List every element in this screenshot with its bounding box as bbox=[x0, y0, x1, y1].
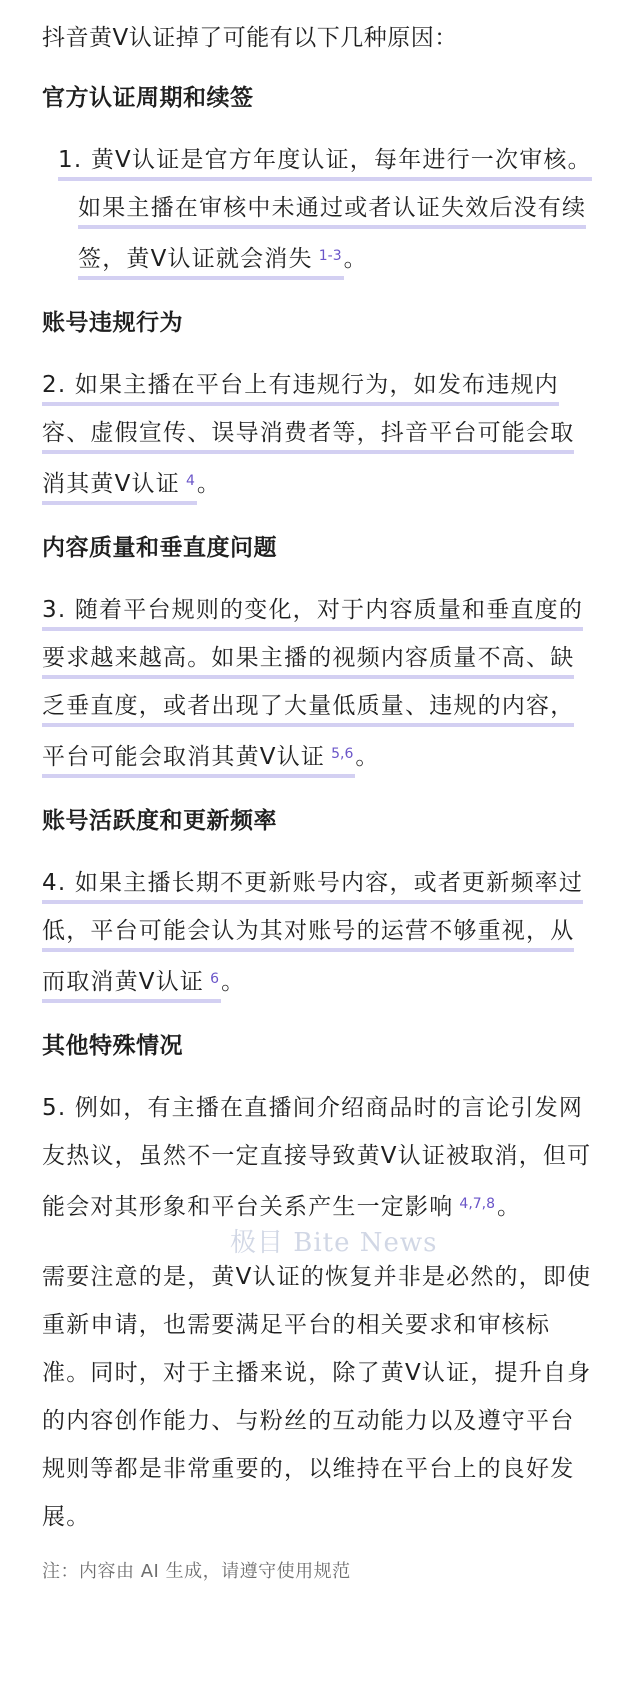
intro-text: 抖音黄V认证掉了可能有以下几种原因： bbox=[42, 25, 458, 51]
paragraph-text: 1. 黄V认证是官方年度认证，每年进行一次审核。如果主播在审核中未通过或者认证失效后没有续签，黄V认证就会消失 bbox=[58, 147, 592, 272]
section-activity bbox=[42, 803, 598, 1006]
citation-link[interactable]: 6 bbox=[210, 971, 220, 987]
section-paragraph bbox=[42, 1084, 598, 1231]
section-heading: 内容质量和垂直度问题 bbox=[42, 535, 277, 561]
paragraph-end: 。 bbox=[196, 471, 222, 497]
paragraph-end: 。 bbox=[497, 1194, 522, 1220]
paragraph-text: 4. 如果主播长期不更新账号内容，或者更新频率过低，平台可能会认为其对账号的运营不够重视，从而取消黄V认证 bbox=[42, 870, 584, 995]
paragraph-text: 2. 如果主播在平台上有违规行为，如发布违规内容、虚假宣传、误导消费者等，抖音平台可能会取消其黄V认证 bbox=[42, 372, 575, 497]
citation-link[interactable]: 5,6 bbox=[331, 746, 354, 762]
section-paragraph bbox=[42, 586, 598, 781]
citation-link[interactable]: 4 bbox=[185, 473, 195, 489]
citation-link[interactable]: 1-3 bbox=[318, 248, 342, 264]
section-heading: 账号违规行为 bbox=[42, 310, 183, 336]
closing-paragraph: 需要注意的是，黄V认证的恢复并非是必然的，即使重新申请，也需要满足平台的相关要求和审核标准。同时，对于主播来说，除了黄V认证，提升自身的内容创作能力、与粉丝的互动能力以及遵守平台规则等都是非常重要的，以维持在平台上的良好发展。 bbox=[42, 1264, 592, 1530]
paragraph-text: 3. 随着平台规则的变化，对于内容质量和垂直度的要求越来越高。如果主播的视频内容质量不高、缺乏垂直度，或者出现了大量低质量、违规的内容，平台可能会取消其黄V认证 bbox=[42, 597, 584, 770]
section-paragraph bbox=[42, 136, 598, 283]
section-paragraph bbox=[42, 859, 598, 1006]
paragraph-end: 。 bbox=[355, 744, 380, 770]
section-certification-cycle bbox=[42, 80, 598, 283]
section-heading: 账号活跃度和更新频率 bbox=[42, 808, 277, 834]
watermark-logo: 极目 Bite News bbox=[230, 1228, 438, 1258]
paragraph-end: 。 bbox=[221, 969, 246, 995]
paragraph-text: 5. 例如，有主播在直播间介绍商品时的言论引发网友热议，虽然不一定直接导致黄V认证被取消，但可能会对其形象和平台关系产生一定影响 bbox=[42, 1095, 592, 1220]
section-violations bbox=[42, 305, 598, 508]
section-other bbox=[42, 1028, 598, 1231]
citation-link[interactable]: 4,7,8 bbox=[459, 1196, 496, 1212]
paragraph-end: 。 bbox=[343, 246, 368, 272]
section-heading: 其他特殊情况 bbox=[42, 1033, 183, 1059]
ai-disclaimer: 注：内容由 AI 生成，请遵守使用规范 bbox=[42, 1561, 351, 1582]
section-heading: 官方认证周期和续签 bbox=[42, 85, 254, 111]
section-content-quality bbox=[42, 530, 598, 781]
section-paragraph bbox=[42, 361, 598, 508]
